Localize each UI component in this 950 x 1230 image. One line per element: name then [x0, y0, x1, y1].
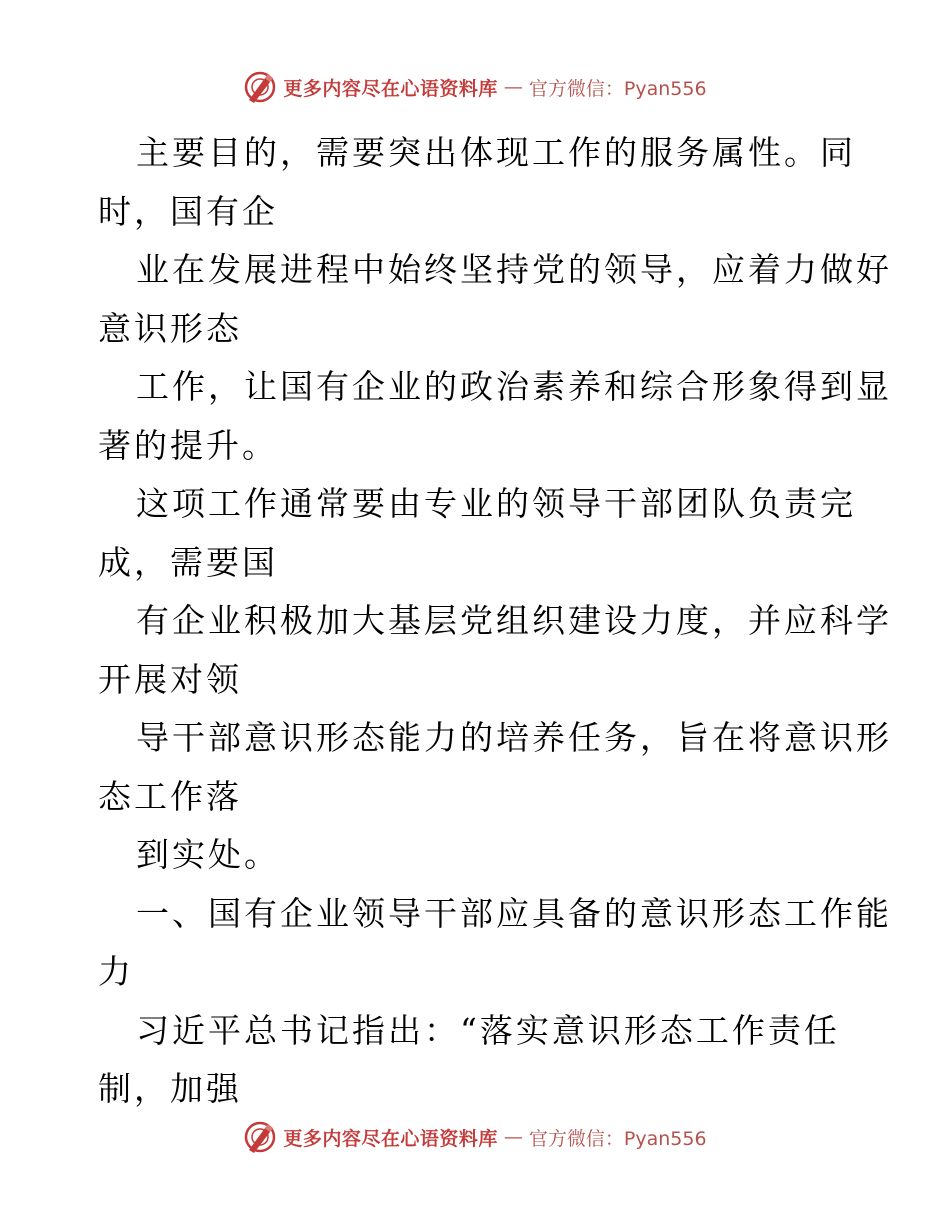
pen-logo-icon	[243, 1120, 277, 1154]
footer-banner-sub-text: 官方微信：Pyan556	[528, 1127, 707, 1150]
body-line: 开展对领	[98, 659, 242, 699]
header-banner-main-text: 更多内容尽在心语资料库	[283, 77, 498, 100]
body-line: 导干部意识形态能力的培养任务，旨在将意识形	[136, 718, 892, 757]
section-heading: 一、国有企业领导干部应具备的意识形态工作能	[136, 893, 892, 933]
body-line: 制，加强	[98, 1069, 242, 1108]
header-watermark-banner	[0, 70, 950, 104]
footer-watermark-banner	[0, 1120, 950, 1154]
body-line: 成，需要国	[98, 542, 278, 582]
body-line: 态工作落	[98, 776, 242, 816]
footer-banner-dash: —	[503, 1126, 523, 1148]
body-line: 著的提升。	[98, 425, 278, 465]
body-line: 有企业积极加大基层党组织建设力度，并应科学	[136, 601, 892, 640]
body-line: 意识形态	[98, 308, 242, 348]
body-line: 这项工作通常要由专业的领导干部团队负责完	[136, 484, 856, 523]
body-line: 习近平总书记指出：“落实意识形态工作责任	[136, 1010, 840, 1050]
document-body	[98, 124, 892, 1119]
header-banner-sub-text: 官方微信：Pyan556	[528, 77, 707, 100]
footer-banner-main-text: 更多内容尽在心语资料库	[283, 1127, 498, 1150]
body-line: 主要目的，需要突出体现工作的服务属性。同	[136, 133, 856, 172]
body-line: 时，国有企	[98, 191, 278, 231]
body-line: 工作，让国有企业的政治素养和综合形象得到显	[136, 367, 892, 406]
header-banner-dash: —	[503, 76, 523, 98]
section-heading-continuation: 力	[98, 952, 134, 991]
body-line: 业在发展进程中始终坚持党的领导，应着力做好	[136, 250, 892, 289]
body-line: 到实处。	[136, 835, 280, 874]
pen-logo-icon	[243, 70, 277, 104]
